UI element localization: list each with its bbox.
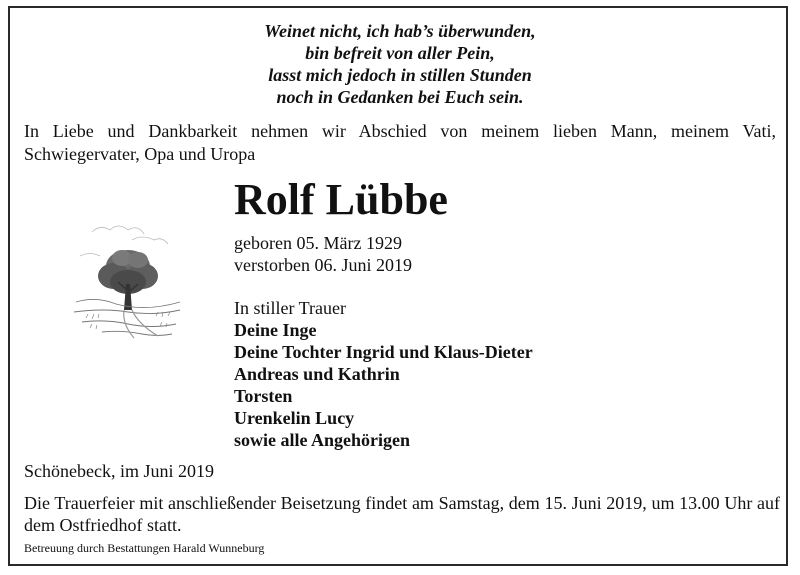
tree-landscape-illustration — [72, 218, 184, 343]
mourner-name: Deine Inge — [234, 320, 317, 340]
birth-date: geboren 05. März 1929 — [234, 233, 402, 253]
life-dates — [234, 232, 412, 276]
mourners-heading: In stiller Trauer — [234, 298, 346, 318]
undertaker-credit: Betreuung durch Bestattungen Harald Wunneburg — [24, 541, 265, 555]
mourners-names — [234, 319, 533, 451]
deceased-name: Rolf Lübbe — [234, 175, 448, 224]
farewell-intro: In Liebe und Dankbarkeit nehmen wir Abschied von meinem lieben Mann, meinem Vati, Schwiegervater, Opa und Uropa — [24, 121, 776, 164]
poem-line: Weinet nicht, ich hab’s überwunden, — [264, 21, 536, 41]
poem-line: lasst mich jedoch in stillen Stunden — [268, 65, 532, 85]
place-and-date: Schönebeck, im Juni 2019 — [24, 461, 214, 481]
mourner-name: Urenkelin Lucy — [234, 408, 355, 428]
obituary-notice — [8, 6, 788, 566]
poem-line: bin befreit von aller Pein, — [305, 43, 495, 63]
memorial-poem — [10, 20, 790, 108]
mourner-name: sowie alle Angehörigen — [234, 430, 410, 450]
mourner-name: Andreas und Kathrin — [234, 364, 400, 384]
poem-line: noch in Gedanken bei Euch sein. — [276, 87, 524, 107]
mourner-name: Torsten — [234, 386, 293, 406]
funeral-service-info: Die Trauerfeier mit anschließender Beisetzung findet am Samstag, dem 15. Juni 2019, um 13.00 Uhr auf dem Ostfriedhof statt. — [24, 493, 780, 535]
death-date: verstorben 06. Juni 2019 — [234, 255, 412, 275]
mourner-name: Deine Tochter Ingrid und Klaus-Dieter — [234, 342, 533, 362]
mourners-block — [234, 297, 533, 451]
